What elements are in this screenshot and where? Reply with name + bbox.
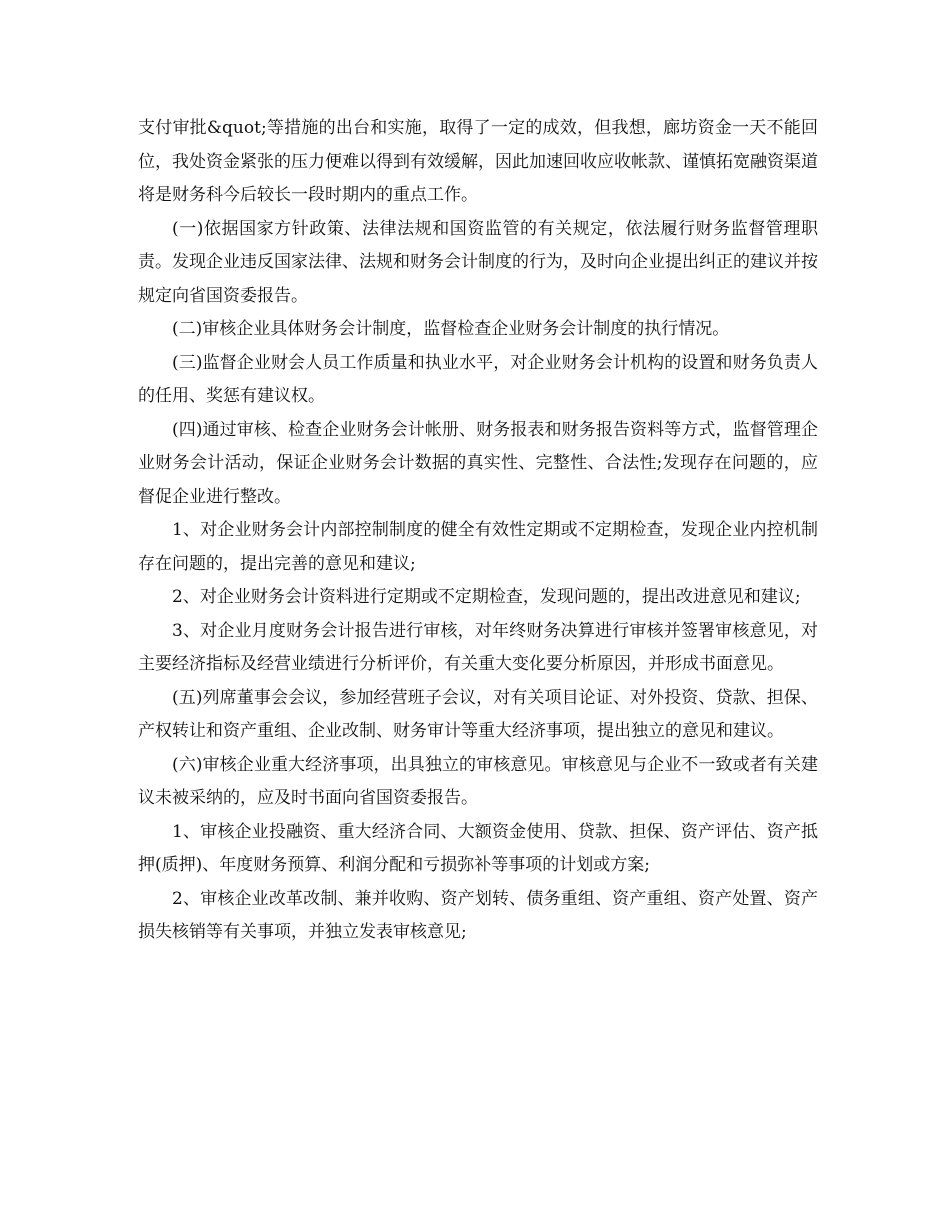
paragraph-6: 2、对企业财务会计资料进行定期或不定期检查，发现问题的，提出改进意见和建议; [172,587,801,607]
document-body [138,112,818,950]
paragraph-10: 1、审核企业投融资、重大经济合同、大额资金使用、贷款、担保、资产评估、资产抵押(质押)、年度财务预算、利润分配和亏损弥补等事项的计划或方案; [138,821,818,875]
paragraph-1: (一)依据国家方针政策、法律法规和国资监管的有关规定，依法履行财务监督管理职责。发现企业违反国家法律、法规和财务会计制度的行为，及时向企业提出纠正的建议并按规定向省国资委报告。 [138,218,818,306]
paragraph-8: (五)列席董事会会议，参加经营班子会议，对有关项目论证、对外投资、贷款、担保、产权转让和资产重组、企业改制、财务审计等重大经济事项，提出独立的意见和建议。 [138,687,818,741]
paragraph-3: (三)监督企业财会人员工作质量和执业水平，对企业财务会计机构的设置和财务负责人的任用、奖惩有建议权。 [138,352,818,406]
paragraph-5: 1、对企业财务会计内部控制制度的健全有效性定期或不定期检查，发现企业内控机制存在问题的，提出完善的意见和建议; [138,520,818,574]
paragraph-11: 2、审核企业改革改制、兼并收购、资产划转、债务重组、资产重组、资产处置、资产损失核销等有关事项，并独立发表审核意见; [138,888,818,942]
paragraph-9: (六)审核企业重大经济事项，出具独立的审核意见。审核意见与企业不一致或者有关建议未被采纳的，应及时书面向省国资委报告。 [138,754,818,808]
paragraph-4: (四)通过审核、检查企业财务会计帐册、财务报表和财务报告资料等方式，监督管理企业财务会计活动，保证企业财务会计数据的真实性、完整性、合法性;发现存在问题的，应督促企业进行整改。 [138,419,818,507]
paragraph-0: 支付审批&quot;等措施的出台和实施，取得了一定的成效，但我想，廊坊资金一天不能回位，我处资金紧张的压力便难以得到有效缓解，因此加速回收应收帐款、谨慎拓宽融资渠道将是财务科今后较长一段时期内的重点工作。 [138,118,818,205]
paragraph-2: (二)审核企业具体财务会计制度，监督检查企业财务会计制度的执行情况。 [172,319,730,339]
paragraph-7: 3、对企业月度财务会计报告进行审核，对年终财务决算进行审核并签署审核意见，对主要经济指标及经营业绩进行分析评价，有关重大变化要分析原因，并形成书面意见。 [138,620,818,674]
